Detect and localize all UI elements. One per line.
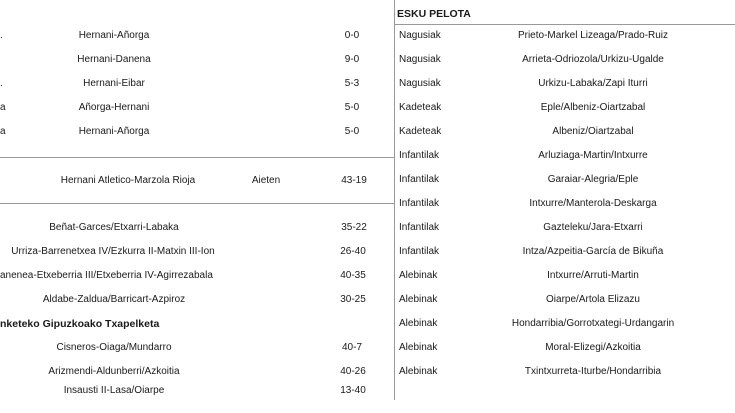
pelota-score-3: 40-35: [340, 270, 366, 281]
right-match-8: Intxurre/Manterola-Deskarga: [529, 198, 657, 209]
championship-header: nketeko Gipuzkoako Txapelketa: [0, 318, 160, 330]
pelota-match-1: Beñat-Garces/Etxarri-Labaka: [49, 222, 179, 233]
left-match-2: Hernani-Danena: [77, 54, 151, 65]
right-cat-6: Infantilak: [399, 150, 440, 161]
left-score-5: 5-0: [344, 126, 360, 137]
left-score-1: 0-0: [344, 30, 360, 41]
right-cat-1: Nagusiak: [399, 30, 441, 41]
right-match-15: Txintxurreta-Iturbe/Hondarribia: [524, 366, 662, 377]
left-section-divider-2: [0, 203, 394, 204]
right-match-9: Gazteleku/Jara-Etxarri: [543, 222, 643, 233]
champ-score-2: 40-26: [340, 366, 366, 377]
right-cat-9: Infantilak: [399, 222, 440, 233]
right-cat-5: Kadeteak: [399, 126, 442, 137]
right-cat-3: Nagusiak: [399, 78, 441, 89]
right-cat-7: Infantilak: [399, 174, 440, 185]
pelota-score-1: 35-22: [341, 222, 367, 233]
right-match-4: Eple/Albeniz-Oiartzabal: [540, 102, 646, 113]
champ-match-3: Insausti II-Lasa/Oiarpe: [63, 385, 165, 396]
esku-pelota-header: ESKU PELOTA: [397, 8, 471, 20]
left-section-divider-1: [0, 157, 394, 158]
right-cat-2: Nagusiak: [399, 54, 441, 65]
pelota-match-4: Aldabe-Zaldua/Barricart-Azpiroz: [42, 294, 186, 305]
right-match-11: Intxurre/Arruti-Martin: [547, 270, 639, 281]
left-match-4: Añorga-Hernani: [78, 102, 150, 113]
champ-match-2: Arizmendi-Aldunberri/Azkoitia: [48, 366, 180, 377]
left-cat-3: .: [0, 78, 3, 89]
left-cat-5: a: [0, 126, 6, 137]
pelota-score-2: 26-40: [340, 246, 366, 257]
left-cat-4: a: [0, 102, 6, 113]
right-match-14: Moral-Elizegi/Azkoitia: [545, 342, 641, 353]
right-cat-13: Alebinak: [399, 318, 438, 329]
left-cat-1: .: [0, 30, 3, 41]
right-cat-14: Alebinak: [399, 342, 438, 353]
right-match-1: Prieto-Markel Lizeaga/Prado-Ruiz: [517, 30, 669, 41]
right-match-3: Urkizu-Labaka/Zapi Iturri: [538, 78, 648, 89]
pelota-match-2: Urriza-Barrenetxea IV/Ezkurra II-Matxin III-Ion: [11, 246, 215, 257]
champ-match-1: Cisneros-Oiaga/Mundarro: [56, 342, 172, 353]
right-match-13: Hondarribia/Gorrotxategi-Urdangarin: [511, 318, 675, 329]
left-score-3: 5-3: [344, 78, 360, 89]
right-match-12: Oiarpe/Artola Elizazu: [546, 294, 640, 305]
right-match-10: Intza/Azpeitia-García de Bikuña: [522, 246, 664, 257]
left-score-2: 9-0: [344, 54, 360, 65]
right-cat-12: Alebinak: [399, 294, 438, 305]
champ-score-1: 40-7: [341, 342, 363, 353]
right-match-5: Albeniz/Oiartzabal: [552, 126, 634, 137]
right-match-6: Arluziaga-Martin/Intxurre: [538, 150, 648, 161]
pelota-match-3: anenea-Etxeberria III/Etxeberria IV-Agirrezabala: [0, 270, 213, 281]
pelota-score-4: 30-25: [340, 294, 366, 305]
right-cat-8: Infantilak: [399, 198, 440, 209]
right-header-divider: [394, 24, 735, 25]
right-cat-11: Alebinak: [399, 270, 438, 281]
right-cat-4: Kadeteak: [399, 102, 442, 113]
right-match-7: Garaiar-Alegria/Eple: [547, 174, 639, 185]
rugby-venue: Aieten: [251, 175, 281, 186]
right-cat-10: Infantilak: [399, 246, 440, 257]
left-match-3: Hernani-Eibar: [83, 78, 145, 89]
right-cat-15: Alebinak: [399, 366, 438, 377]
left-match-5: Hernani-Añorga: [78, 126, 150, 137]
right-match-2: Arrieta-Odriozola/Urkizu-Ugalde: [522, 54, 664, 65]
rugby-match: Hernani Atletico-Marzola Rioja: [60, 175, 196, 186]
left-match-1: Hernani-Añorga: [78, 30, 150, 41]
champ-score-3: 13-40: [340, 385, 366, 396]
left-score-4: 5-0: [344, 102, 360, 113]
rugby-score: 43-19: [341, 175, 367, 186]
vertical-divider: [394, 0, 395, 400]
